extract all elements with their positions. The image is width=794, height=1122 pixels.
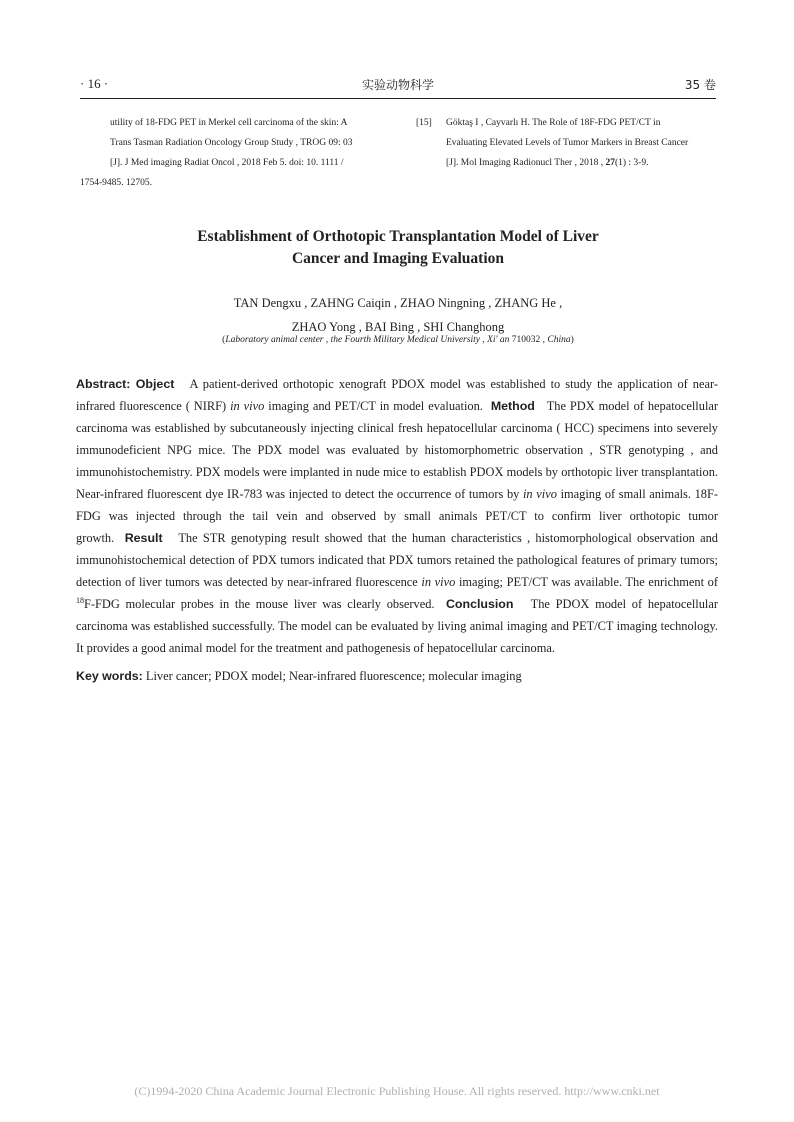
- reference-volume: 27: [605, 158, 615, 168]
- abstract-object-text: A patient-derived orthotopic xenograft PDOX model was established to study the application of near-infrared fluorescence ( NIRF): [76, 377, 719, 413]
- volume-number: 35 卷: [684, 78, 716, 92]
- title-line: Cancer and Imaging Evaluation: [291, 250, 504, 267]
- in-vivo-term: in vivo: [230, 399, 265, 413]
- copyright-footer: (C)1994-2020 China Academic Journal Electronic Publishing House. All rights reserved. http://www.cnki.net: [134, 1084, 660, 1098]
- abstract-method-heading: Method: [490, 399, 535, 413]
- reference-line: [446, 153, 716, 173]
- reference-line: Evaluating Elevated Levels of Tumor Markers in Breast Cancer: [446, 138, 689, 148]
- isotope-superscript: 18: [76, 595, 84, 605]
- affiliation-open-paren: (: [222, 335, 226, 345]
- affiliation-close-paren: ): [570, 335, 574, 345]
- abstract-result-heading: Result: [124, 531, 163, 545]
- title-line: Establishment of Orthotopic Transplantation Model of Liver: [197, 228, 599, 245]
- abstract-result-text: imaging; PET/CT was available. The enrichment of: [455, 575, 719, 589]
- abstract-object-text: imaging and PET/CT in model evaluation.: [264, 399, 483, 413]
- abstract: [76, 373, 718, 659]
- reference-line: utility of 18-FDG PET in Merkel cell carcinoma of the skin: A: [110, 118, 348, 128]
- reference-text: [446, 113, 716, 173]
- abstract-method-text: imaging of small animals. 18F-FDG was injected through the tail vein and observed by small animals PET/CT to confirm liver orthotopic tumor growth.: [76, 487, 719, 545]
- abstract-result-text: The STR genotyping result showed that the human characteristics , histomorphological observation and immunohistochemical detection of PDX tumors indicated that PDX tumors retained the pathological features of primary tumors; detection of liver tumors was detected by near-infrared fluorescence: [76, 531, 718, 589]
- reference-line: Trans Tasman Radiation Oncology Group Study , TROG 09: 03: [110, 138, 353, 148]
- in-vivo-term: in vivo: [421, 575, 456, 589]
- running-header: [80, 76, 716, 96]
- affiliation-country: China: [547, 335, 571, 345]
- affiliation-institution: Laboratory animal center , the Fourth Military Medical University , Xi' an: [225, 335, 510, 345]
- journal-name: 实验动物科学: [361, 78, 434, 92]
- author-list: [80, 291, 716, 339]
- reference-continued: [80, 113, 390, 193]
- page-number: · 16 ·: [80, 76, 109, 91]
- abstract-result-text: F-FDG molecular probes in the mouse liver was clearly observed.: [84, 597, 435, 611]
- reference-line: Göktaş I , Cayvarlı H. The Role of 18F-FDG PET/CT in: [446, 118, 661, 128]
- affiliation: [80, 335, 716, 345]
- reference-number: [15]: [416, 118, 432, 128]
- affiliation-postcode: 710032 ,: [509, 335, 548, 345]
- header-rule: [80, 98, 716, 99]
- keywords-heading: Key words:: [76, 669, 143, 683]
- paper-title: [80, 226, 716, 270]
- reference-citation: [J]. Mol Imaging Radionucl Ther , 2018 ,: [446, 158, 606, 168]
- keywords-text: Liver cancer; PDOX model; Near-infrared fluorescence; molecular imaging: [142, 669, 522, 683]
- reference-line: [J]. J Med imaging Radiat Oncol , 2018 Feb 5. doi: 10. 1111 /: [110, 158, 344, 168]
- abstract-conclusion-text: The PDOX model of hepatocellular carcinoma was established successfully. The model can be evaluated by living animal imaging and PET/CT imaging technology. It provides a good animal model for the treatment and pathogenesis of hepatocellular carcinoma.: [76, 597, 719, 655]
- abstract-method-text: The PDX model of hepatocellular carcinoma was established by subcutaneously injecting clinical fresh hepatocellular carcinoma ( HCC) specimens into severely immunodeficient NPG mice. The PDX model was evaluated by histomorphometric observation , STR genotyping , and immunohistochemistry. PDX models were implanted in nude mice to establish PDOX models by orthotopic liver transplantation. Near-infrared fluorescent dye IR-783 was injected to detect the occurrence of tumors by: [76, 399, 719, 501]
- abstract-object-heading: Abstract: Object: [76, 377, 175, 391]
- author-line: ZHAO Yong , BAI Bing , SHI Changhong: [291, 320, 505, 334]
- author-line: TAN Dengxu , ZAHNG Caiqin , ZHAO Ningning , ZHANG He ,: [233, 296, 563, 310]
- reference-15: [416, 113, 716, 173]
- reference-line: 1754-9485. 12705.: [80, 178, 153, 188]
- in-vivo-term: in vivo: [522, 487, 557, 501]
- reference-text: [80, 113, 390, 193]
- abstract-conclusion-heading: Conclusion: [445, 597, 514, 611]
- reference-pages: (1) : 3-9.: [614, 158, 649, 168]
- keywords: [76, 665, 718, 687]
